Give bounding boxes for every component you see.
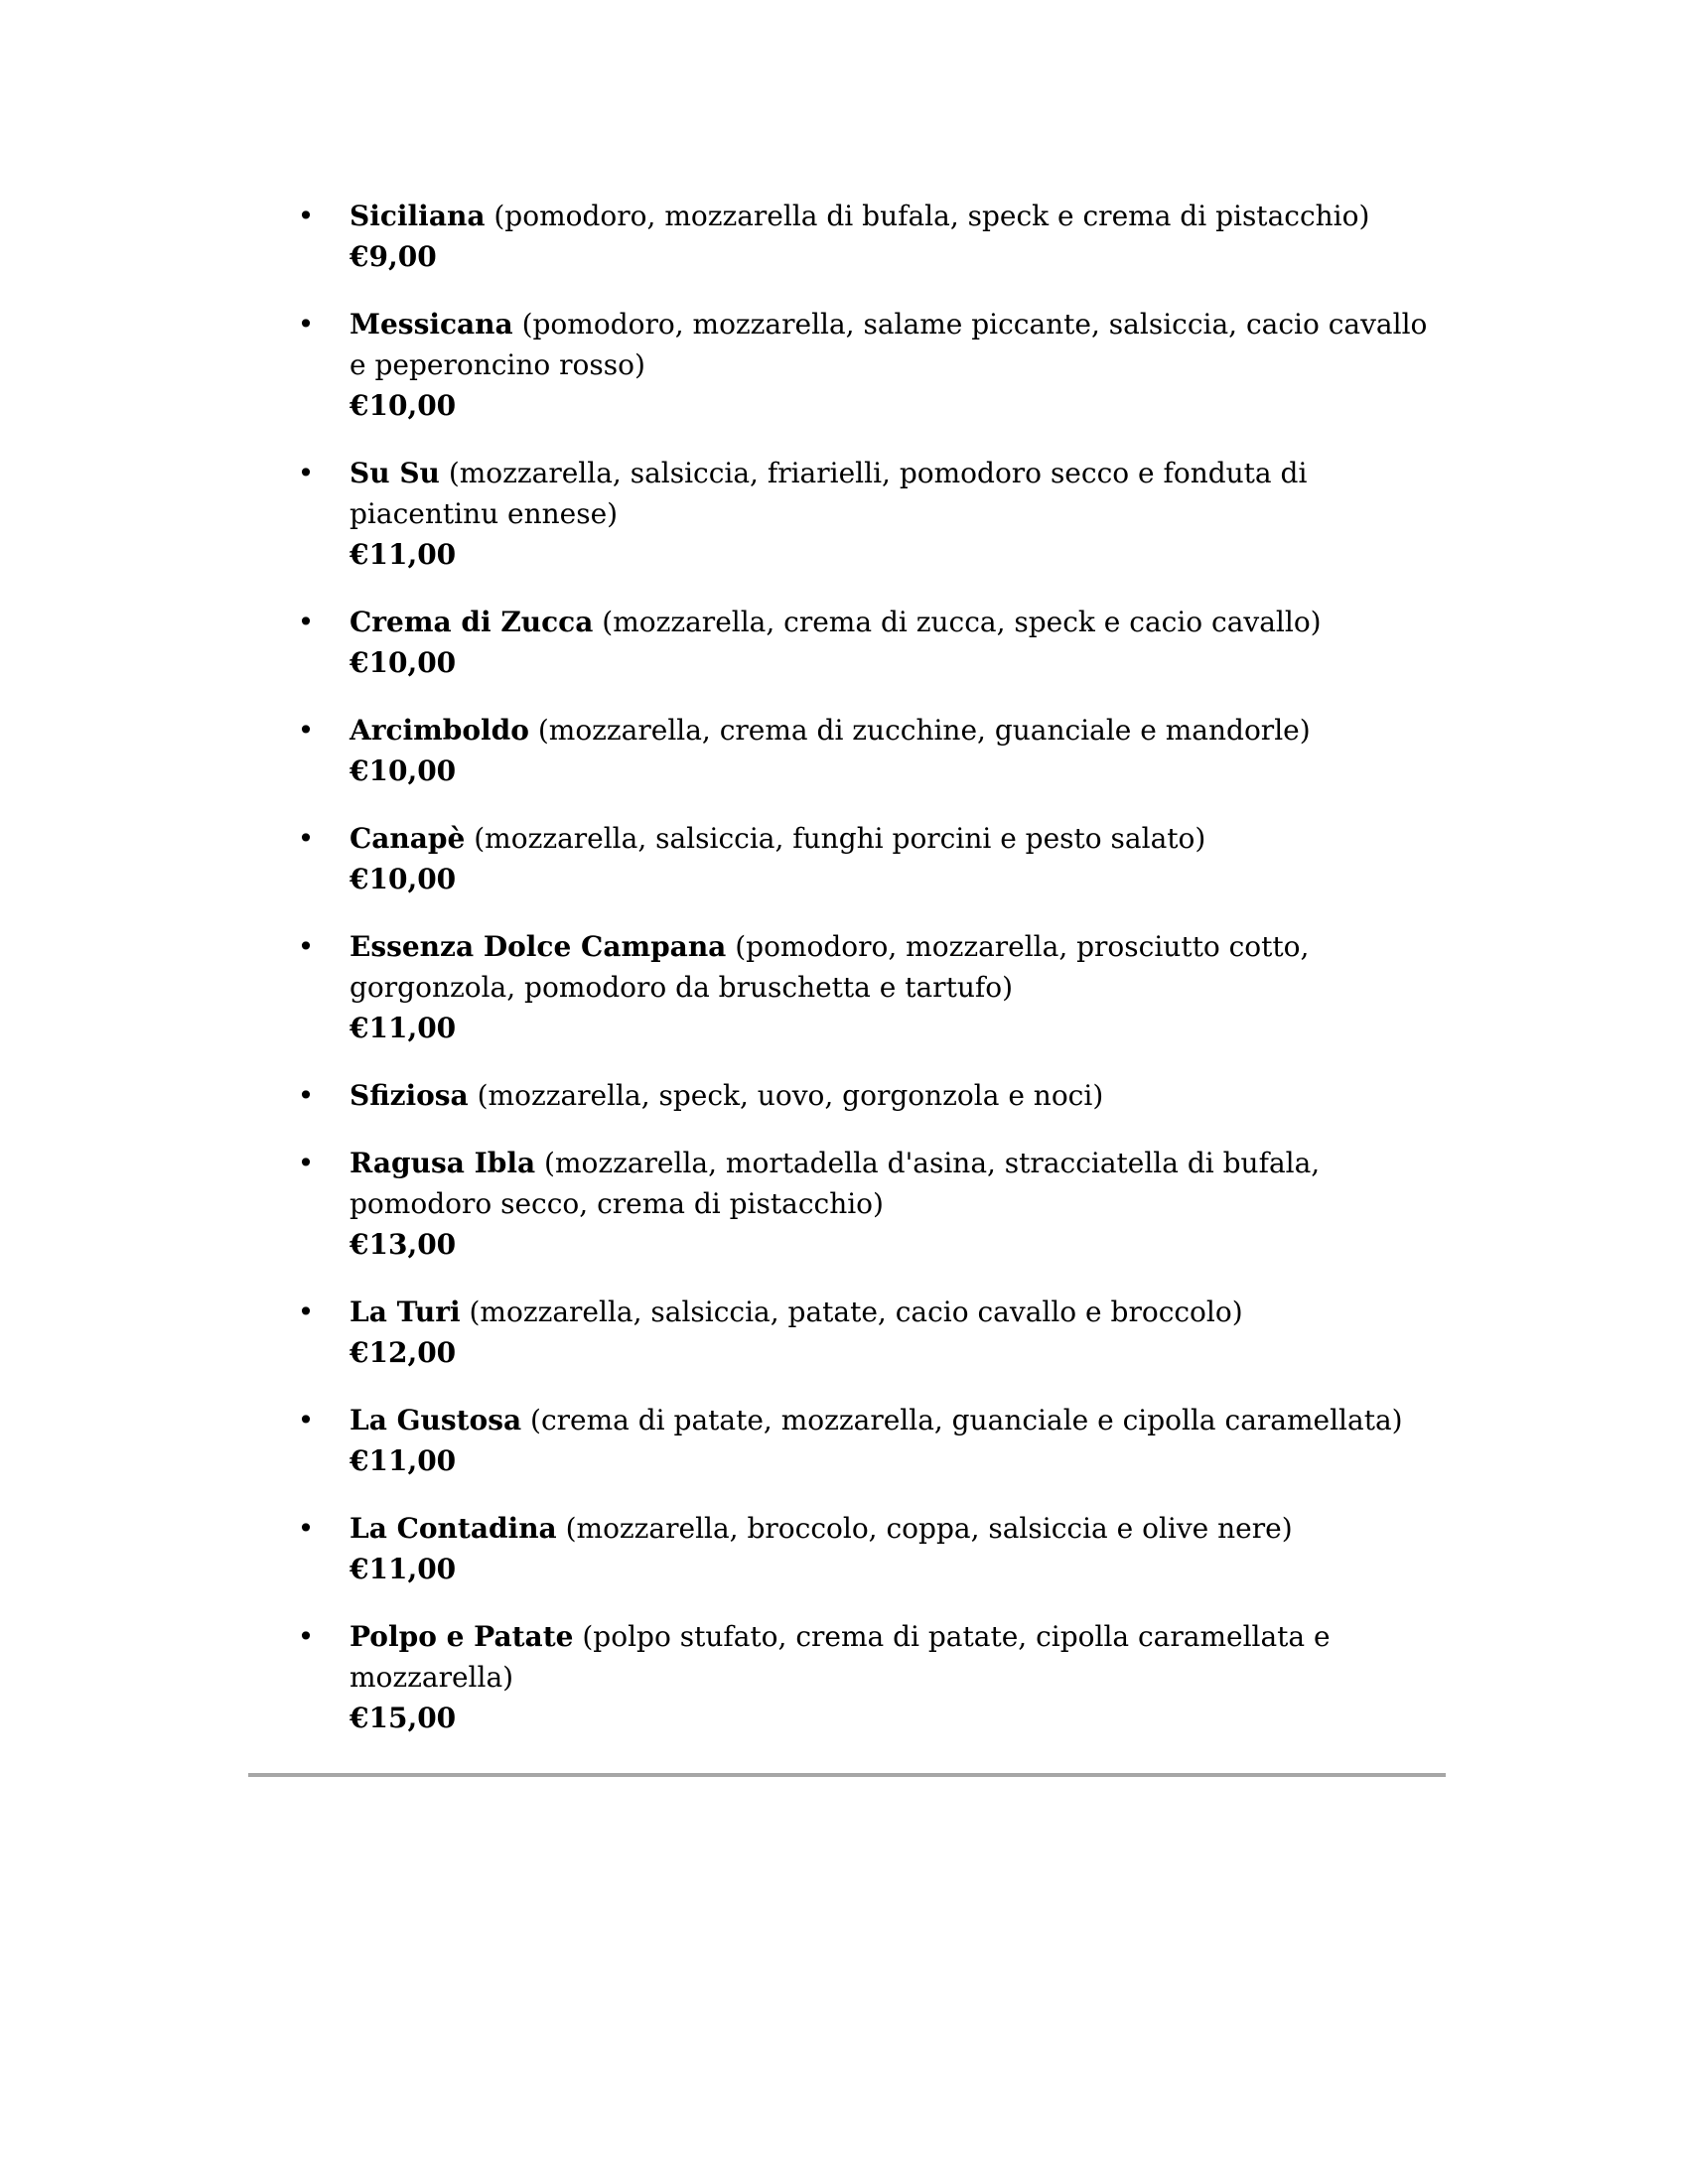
item-name: Crema di Zucca: [350, 606, 594, 638]
item-description: (mozzarella, mortadella d'asina, stracciatella di bufala, pomodoro secco, crema di pistacchio): [350, 1147, 1321, 1220]
item-name: Arcimboldo: [350, 714, 529, 747]
item-description: (mozzarella, salsiccia, friarielli, pomodoro secco e fonduta di piacentinu ennese): [350, 457, 1308, 530]
item-name: Siciliana: [350, 200, 486, 232]
item-name: Ragusa Ibla: [350, 1147, 536, 1179]
item-price: €11,00: [350, 538, 457, 571]
item-description: (polpo stufato, crema di patate, cipolla caramellata e mozzarella): [350, 1620, 1331, 1694]
bullet-icon: •: [297, 606, 315, 638]
menu-item: [296, 1143, 1438, 1265]
item-price: €10,00: [350, 863, 457, 895]
item-description: (mozzarella, crema di zucchine, guanciale e mandorle): [537, 714, 1311, 747]
menu-item: [296, 196, 1438, 277]
item-description: (mozzarella, broccolo, coppa, salsiccia e olive nere): [565, 1512, 1293, 1545]
item-name: Polpo e Patate: [350, 1620, 574, 1653]
item-price: €10,00: [350, 646, 457, 679]
item-name: Essenza Dolce Campana: [350, 930, 727, 963]
menu-item: [296, 1292, 1438, 1373]
bullet-icon: •: [297, 308, 315, 341]
item-description: (pomodoro, mozzarella di bufala, speck e crema di pistacchio): [493, 200, 1370, 232]
menu-item: [296, 602, 1438, 683]
bullet-icon: •: [297, 714, 315, 747]
item-price: €10,00: [350, 754, 457, 787]
item-price: €10,00: [350, 389, 457, 422]
bullet-icon: •: [297, 200, 315, 232]
item-price: €12,00: [350, 1336, 457, 1369]
item-price: €11,00: [350, 1012, 457, 1044]
bullet-icon: •: [297, 822, 315, 855]
item-name: Sfiziosa: [350, 1079, 469, 1112]
menu-item: [296, 1075, 1438, 1116]
item-name: La Gustosa: [350, 1404, 522, 1436]
menu-item: [296, 818, 1438, 899]
horizontal-divider: [248, 1773, 1446, 1777]
bullet-icon: •: [297, 1620, 315, 1653]
menu-item: [296, 304, 1438, 426]
menu-list: [296, 196, 1438, 1765]
bullet-icon: •: [297, 1404, 315, 1436]
item-name: La Turi: [350, 1296, 461, 1328]
item-description: (pomodoro, mozzarella, prosciutto cotto, gorgonzola, pomodoro da bruschetta e tartufo): [350, 930, 1310, 1004]
menu-item: [296, 710, 1438, 791]
item-name: Su Su: [350, 457, 440, 489]
bullet-icon: •: [297, 1079, 315, 1112]
bullet-icon: •: [297, 1147, 315, 1179]
item-description: (mozzarella, salsiccia, funghi porcini e pesto salato): [474, 822, 1206, 855]
menu-item: [296, 926, 1438, 1048]
menu-item: [296, 1400, 1438, 1481]
item-price: €13,00: [350, 1228, 457, 1261]
item-description: (mozzarella, salsiccia, patate, cacio cavallo e broccolo): [469, 1296, 1243, 1328]
item-price: €11,00: [350, 1444, 457, 1477]
item-price: €15,00: [350, 1702, 457, 1734]
item-description: (pomodoro, mozzarella, salame piccante, salsiccia, cacio cavallo e peperoncino rosso): [350, 308, 1428, 381]
menu-item: [296, 1616, 1438, 1738]
item-price: €9,00: [350, 240, 437, 273]
bullet-icon: •: [297, 1512, 315, 1545]
bullet-icon: •: [297, 930, 315, 963]
item-description: (mozzarella, speck, uovo, gorgonzola e noci): [477, 1079, 1104, 1112]
item-description: (mozzarella, crema di zucca, speck e cacio cavallo): [602, 606, 1322, 638]
item-name: La Contadina: [350, 1512, 557, 1545]
bullet-icon: •: [297, 1296, 315, 1328]
menu-item: [296, 1508, 1438, 1589]
item-price: €11,00: [350, 1553, 457, 1585]
item-description: (crema di patate, mozzarella, guanciale e cipolla caramellata): [530, 1404, 1403, 1436]
menu-item: [296, 453, 1438, 575]
item-name: Canapè: [350, 822, 466, 855]
item-name: Messicana: [350, 308, 513, 341]
bullet-icon: •: [297, 457, 315, 489]
